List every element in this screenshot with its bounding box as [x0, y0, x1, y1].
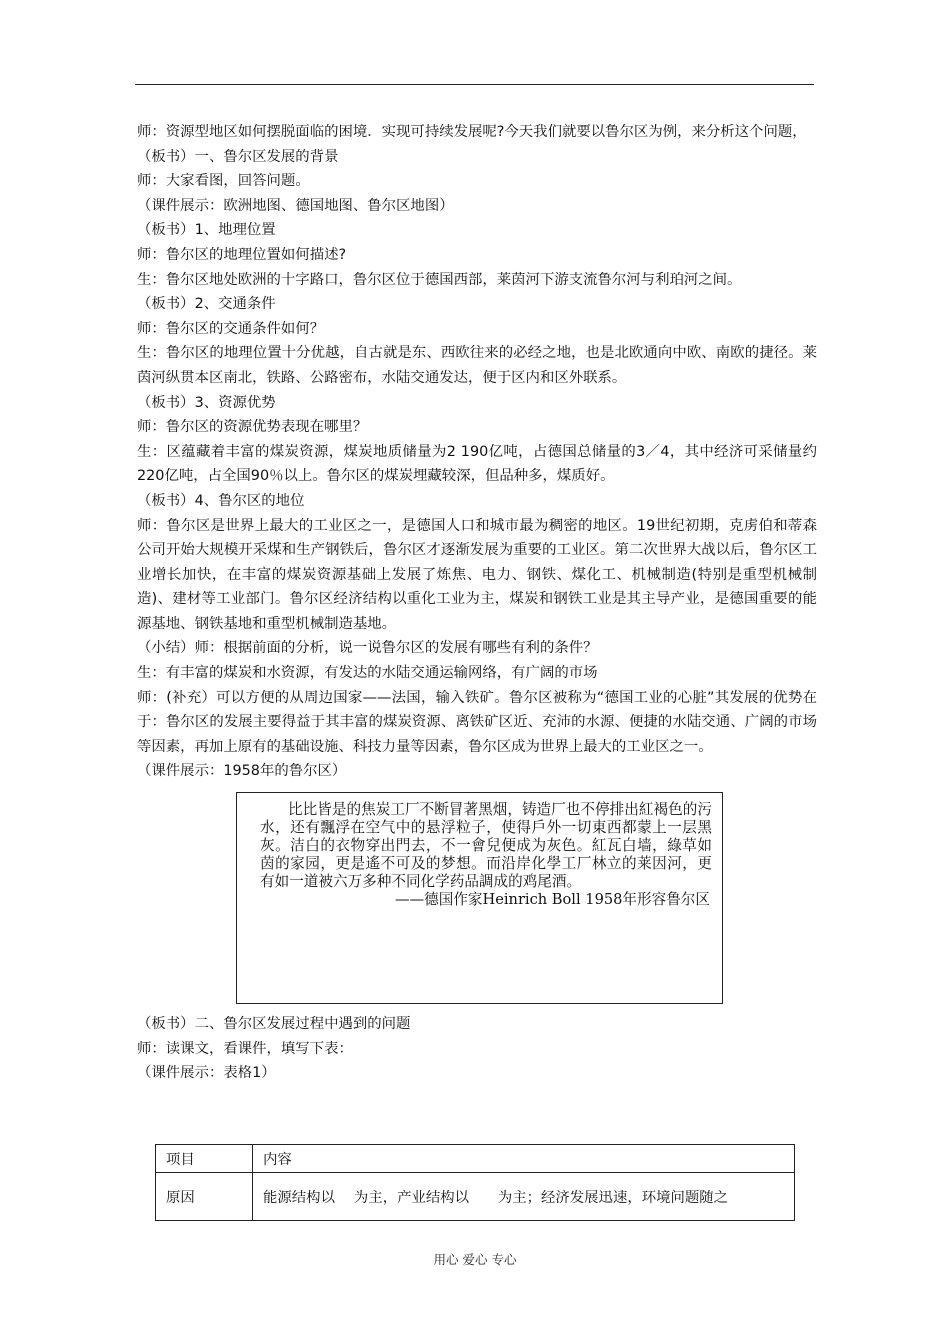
paragraph: （课件展示：表格1） — [137, 1065, 276, 1082]
paragraph: （板书）一、鲁尔区发展的背景 — [137, 148, 339, 165]
table-cell: 原因 — [156, 1173, 253, 1221]
paragraph: 师：(补充）可以方便的从周边国家——法国，输入铁矿。鲁尔区被称为“德国工业的心脏”其发展的优势在于：鲁尔区的发展主要得益于其丰富的煤炭资源、离铁矿区近、充沛的水源、便捷的水陆交通、广阔的市场等因素，再加上原有的基础设施、科技力量等因素，鲁尔区成为世界上最大的工业区之一。 — [137, 689, 817, 755]
quote-box — [236, 792, 723, 1004]
quote-text: 比比皆是的焦炭工厂不断冒著黑烟，铸造厂也不停排出紅褐色的污水，还有飄浮在空气中的悬浮粒子，使得戶外一切東西都蒙上一层黑灰。洁白的衣物穿出門去，不一會兒便成为灰色。紅瓦白墙，綠草如茵的家园，更是遙不可及的梦想。而沿岸化學工厂林立的莱因河，更有如一道被六万多种不同化学药品調成的鸡尾酒。 — [260, 801, 712, 891]
paragraph: （板书）4、鲁尔区的地位 — [137, 492, 305, 509]
paragraph: （课件展示：欧洲地图、德国地图、鲁尔区地图） — [137, 197, 454, 214]
document-body — [137, 120, 817, 1086]
paragraph: （小结）师：根据前面的分析，说一说鲁尔区的发展有哪些有利的条件？ — [137, 640, 598, 657]
table-header-row — [156, 1145, 795, 1173]
paragraph: （板书）二、鲁尔区发展过程中遇到的问题 — [137, 1016, 411, 1033]
paragraph: 师：资源型地区如何摆脱面临的困境．实现可持续发展呢?今天我们就要以鲁尔区为例，来分析这个问题， — [137, 124, 807, 140]
page-footer: 用心 爱心 专心 — [433, 1252, 517, 1267]
paragraph: 师：鲁尔区的交通条件如何？ — [137, 320, 325, 337]
paragraph: （板书）1、地理位置 — [137, 222, 276, 239]
quote-attribution: ——德国作家Heinrich Boll 1958年形容鲁尔区 — [394, 891, 710, 909]
paragraph: 生：区蕴藏着丰富的煤炭资源，煤炭地质储量为2 190亿吨，占德国总储量的3／4，其中经济可采储量约220亿吨，占全国90％以上。鲁尔区的煤炭埋藏较深，但品种多，煤质好。 — [137, 443, 817, 485]
paragraph: （板书）2、交通条件 — [137, 296, 276, 313]
table-header-cell: 项目 — [156, 1145, 253, 1173]
table-header-cell: 内容 — [253, 1145, 795, 1173]
paragraph: 生：鲁尔区地处欧洲的十字路口，鲁尔区位于德国西部，莱茵河下游支流鲁尔河与利珀河之间。 — [137, 271, 742, 288]
paragraph: 师：鲁尔区的地理位置如何描述? — [137, 246, 347, 263]
paragraph: 生：有丰富的煤炭和水资源，有发达的水陆交通运输网络，有广阔的市场 — [137, 665, 598, 682]
paragraph: （课件展示：1958年的鲁尔区） — [137, 763, 347, 780]
paragraph: 师：读课文，看课件，填写下表： — [137, 1040, 353, 1057]
paragraph: 师：鲁尔区是世界上最大的工业区之一，是德国人口和城市最为稠密的地区。19世纪初期，克虏伯和蒂森公司开始大规模开采煤和生产钢铁后，鲁尔区才逐渐发展为重要的工业区。第二次世界大战以后，鲁尔区工业增长加快，在丰富的煤炭资源基础上发展了炼焦、电力、钢铁、煤化工、机械制造(特别是重型机械制造)、建材等工业部门。鲁尔区经济结构以重化工业为主，煤炭和钢铁工业是其主导产业，是德国重要的能源基地、钢铁基地和重型机械制造基地。 — [137, 517, 817, 632]
paragraph: （板书）3、资源优势 — [137, 394, 276, 411]
paragraph: 师：鲁尔区的资源优势表现在哪里？ — [137, 419, 368, 436]
table-row — [156, 1173, 795, 1221]
table-cell: 能源结构以 为主，产业结构以 为主；经济发展迅速，环境问题随之 — [253, 1173, 795, 1221]
paragraph: 生：鲁尔区的地理位置十分优越，自古就是东、西欧往来的必经之地，也是北欧通向中欧、南欧的捷径。莱茵河纵贯本区南北，铁路、公路密布，水陆交通发达，便于区内和区外联系。 — [137, 345, 817, 386]
paragraph: 师：大家看图，回答问题。 — [137, 173, 310, 190]
table-1 — [155, 1144, 795, 1221]
header-rule — [135, 84, 814, 85]
